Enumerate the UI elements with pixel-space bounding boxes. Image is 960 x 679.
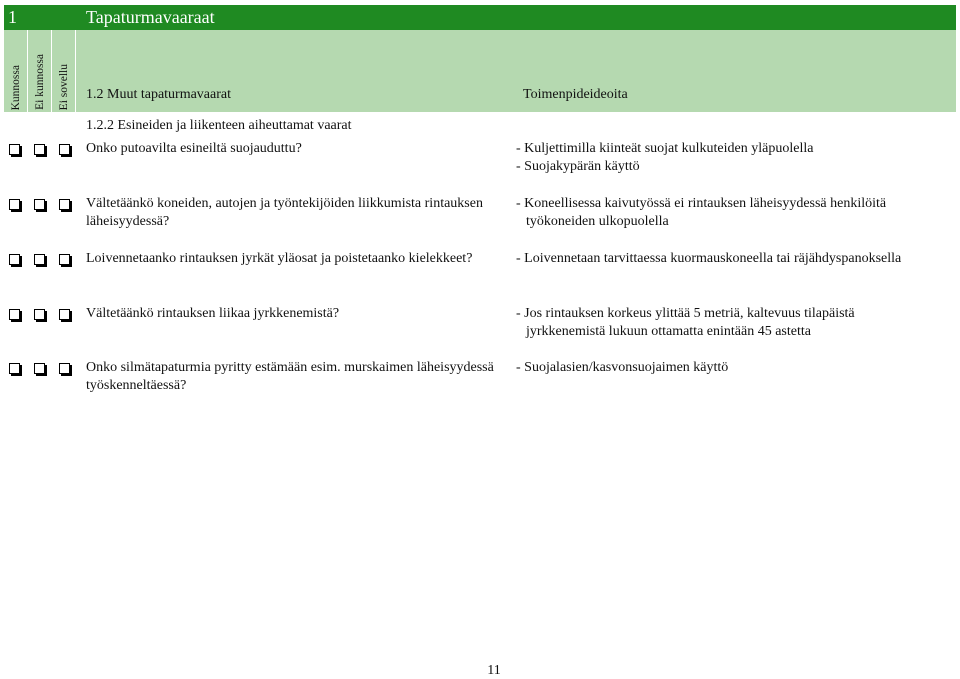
question-text: Vältetäänkö koneiden, autojen ja työntekijöiden liikkumista rintauksen läheisyydessä?	[86, 196, 483, 229]
subsection-title: 1.2 Muut tapaturmavaarat	[86, 87, 232, 102]
section-number: 1	[4, 5, 80, 30]
checkbox-ei-sovellu[interactable]	[59, 254, 70, 265]
question-text: Vältetäänkö rintauksen liikaa jyrkkenemistä?	[86, 306, 340, 321]
checkbox-kunnossa[interactable]	[9, 144, 20, 155]
action-line: työkoneiden ulkopuolella	[526, 214, 669, 229]
column-label-ei-kunnossa: Ei kunnossa	[34, 54, 46, 110]
column-label-ei-sovellu: Ei sovellu	[58, 63, 70, 110]
action-line: - Kuljettimilla kiinteät suojat kulkuteiden yläpuolella	[516, 141, 814, 156]
checkbox-ei-sovellu[interactable]	[59, 144, 70, 155]
checkbox-ei-kunnossa[interactable]	[34, 309, 45, 320]
checkbox-kunnossa[interactable]	[9, 363, 20, 374]
checkbox-ei-kunnossa[interactable]	[34, 144, 45, 155]
column-header-kunnossa	[4, 30, 28, 112]
action-line: - Loivennetaan tarvittaessa kuormauskoneella tai räjähdyspanoksella	[516, 251, 902, 266]
action-line: - Suojalasien/kasvonsuojaimen käyttö	[516, 360, 729, 375]
action-line: jyrkkenemistä lukuun ottamatta enintään 45 astetta	[526, 324, 811, 339]
checkbox-ei-sovellu[interactable]	[59, 363, 70, 374]
action-ideas	[516, 140, 956, 176]
question-text: Onko silmätapaturmia pyritty estämään esim. murskaimen läheisyydessä työskenneltäessä?	[86, 360, 494, 393]
action-ideas	[516, 250, 956, 268]
column-header-ei-kunnossa	[28, 30, 52, 112]
checkbox-ei-kunnossa[interactable]	[34, 254, 45, 265]
checkbox-kunnossa[interactable]	[9, 199, 20, 210]
column-header-ei-sovellu	[52, 30, 76, 112]
checkbox-ei-sovellu[interactable]	[59, 309, 70, 320]
action-ideas	[516, 359, 956, 377]
action-line: - Koneellisessa kaivutyössä ei rintauksen läheisyydessä henkilöitä	[516, 196, 887, 211]
checkbox-ei-kunnossa[interactable]	[34, 363, 45, 374]
checkbox-ei-kunnossa[interactable]	[34, 199, 45, 210]
actions-heading: Toimenpideideoita	[523, 87, 628, 102]
question-text: Loivennetaanko rintauksen jyrkät yläosat ja poistetaanko kielekkeet?	[86, 251, 473, 266]
column-label-kunnossa: Kunnossa	[10, 64, 22, 110]
action-ideas	[516, 305, 956, 341]
subsection-heading: 1.2.2 Esineiden ja liikenteen aiheuttamat vaarat	[86, 118, 352, 133]
action-ideas	[516, 195, 956, 231]
page-number: 11	[487, 663, 501, 678]
action-line: - Suojakypärän käyttö	[516, 159, 640, 174]
action-line: - Jos rintauksen korkeus ylittää 5 metriä, kaltevuus tilapäistä	[516, 306, 855, 321]
section-title: Tapaturmavaaraat	[80, 5, 956, 30]
checkbox-ei-sovellu[interactable]	[59, 199, 70, 210]
question-text: Onko putoavilta esineiltä suojauduttu?	[86, 141, 302, 156]
checkbox-kunnossa[interactable]	[9, 254, 20, 265]
checkbox-kunnossa[interactable]	[9, 309, 20, 320]
